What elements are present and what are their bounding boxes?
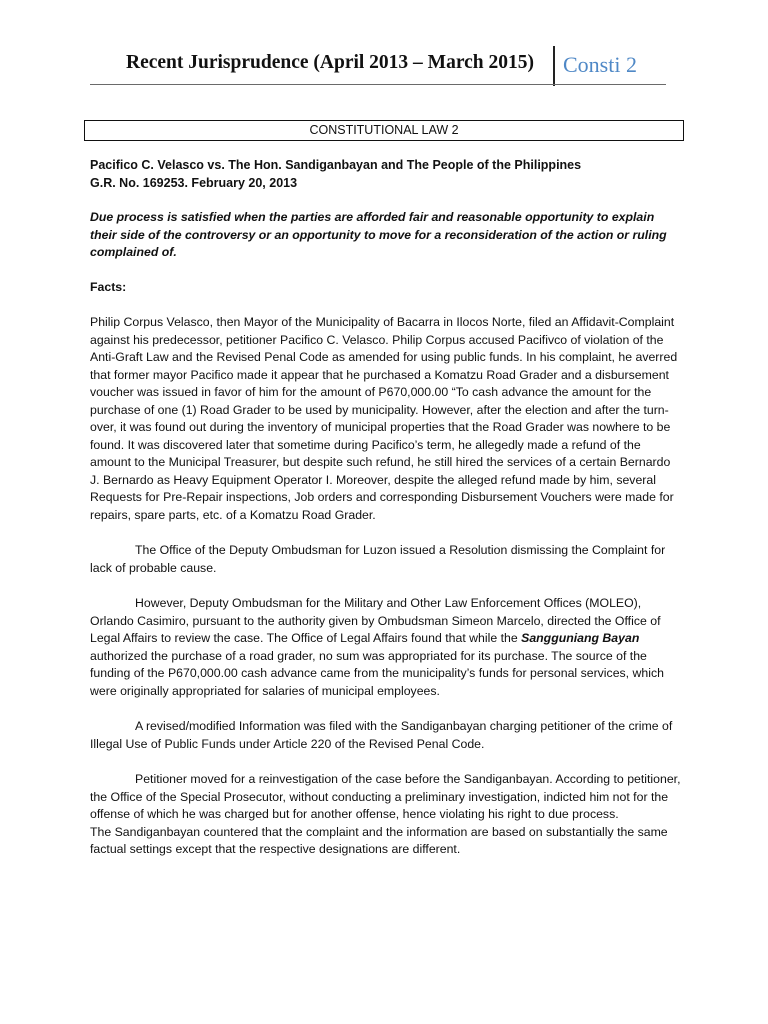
document-body <box>90 157 682 859</box>
header-rule <box>90 84 666 85</box>
case-citation: G.R. No. 169253. February 20, 2013 <box>90 175 298 190</box>
header-divider <box>553 46 555 86</box>
facts-paragraph-3 <box>90 595 682 700</box>
facts-heading: Facts: <box>90 279 127 294</box>
case-holding: Due process is satisfied when the parties are afforded fair and reasonable opportunity to explain their side of the controversy or an opportunity to move for a reconsideration of the action or ruling complained of. <box>90 210 667 259</box>
header-subject: Consti 2 <box>563 52 637 77</box>
facts-paragraph-1: Philip Corpus Velasco, then Mayor of the Municipality of Bacarra in Ilocos Norte, filed an Affidavit-Complaint against his predecessor, petitioner Pacifico C. Velasco. Philip Corpus accused Pacifivco of violation of the Anti-Graft Law and the Revised Penal Code as amended for using public funds. In his complaint, he averred that former mayor Pacifico made it appear that he purchased a Komatzu Road Grader and a disbursement voucher was issued in favor of him for the amount of P670,000.00 “To cash advance the amount for the purchase of one (1) Road Grader to be used by municipality. However, after the election and after the turn-over, it was found out during the inventory of municipal properties that the Road Grader was nowhere to be found. It was discovered later that sometime during Pacifico’s term, he allegedly made a refund of the amount to the Municipal Treasurer, but despite such refund, he still hired the services of a certain Bernardo J. Bernardo as Heavy Equipment Operator I. Moreover, despite the alleged refund made by him, several Requests for Pre-Repair inspections, Job orders and corresponding Disbursement Vouchers were made for repairs, spare parts, etc. of a Komatzu Road Grader. <box>90 315 678 522</box>
document-header <box>90 44 666 86</box>
header-title: Recent Jurisprudence (April 2013 – March 2015) <box>126 52 535 73</box>
facts-paragraph-5: Petitioner moved for a reinvestigation of the case before the Sandiganbayan. According to petitioner, the Office of the Special Prosecutor, without conducting a preliminary investigation, indicted him not for the offense of which he was charged but for another offense, hence violating his right to due process. <box>90 772 681 821</box>
case-title: Pacifico C. Velasco vs. The Hon. Sandiganbayan and The People of the Philippines <box>90 158 582 172</box>
facts-paragraph-2: The Office of the Deputy Ombudsman for Luzon issued a Resolution dismissing the Complaint for lack of probable cause. <box>90 543 666 575</box>
facts-paragraph-4: A revised/modified Information was filed with the Sandiganbayan charging petitioner of the crime of Illegal Use of Public Funds under Article 220 of the Revised Penal Code. <box>90 719 673 751</box>
facts-paragraph-6: The Sandiganbayan countered that the complaint and the information are based on substantially the same factual settings except that the respective designations are different. <box>90 824 668 856</box>
sangguniang-bayan-emphasis: Sangguniang Bayan <box>521 631 640 645</box>
section-title: CONSTITUTIONAL LAW 2 <box>84 120 684 141</box>
facts-paragraph-3-text-before: However, Deputy Ombudsman for the Military and Other Law Enforcement Offices (MOLEO), Orlando Casimiro, pursuant to the authority given by Ombudsman Simeon Marcelo, directed the Office of Legal Affairs to review the case. The Office of Legal Affairs found that while the <box>90 596 661 645</box>
facts-paragraph-3-text-after: authorized the purchase of a road grader, no sum was appropriated for its purchase. The source of the funding of the P670,000.00 cash advance came from the municipality’s funds for personal services, which were originally appropriated for salaries of municipal employees. <box>90 648 664 698</box>
